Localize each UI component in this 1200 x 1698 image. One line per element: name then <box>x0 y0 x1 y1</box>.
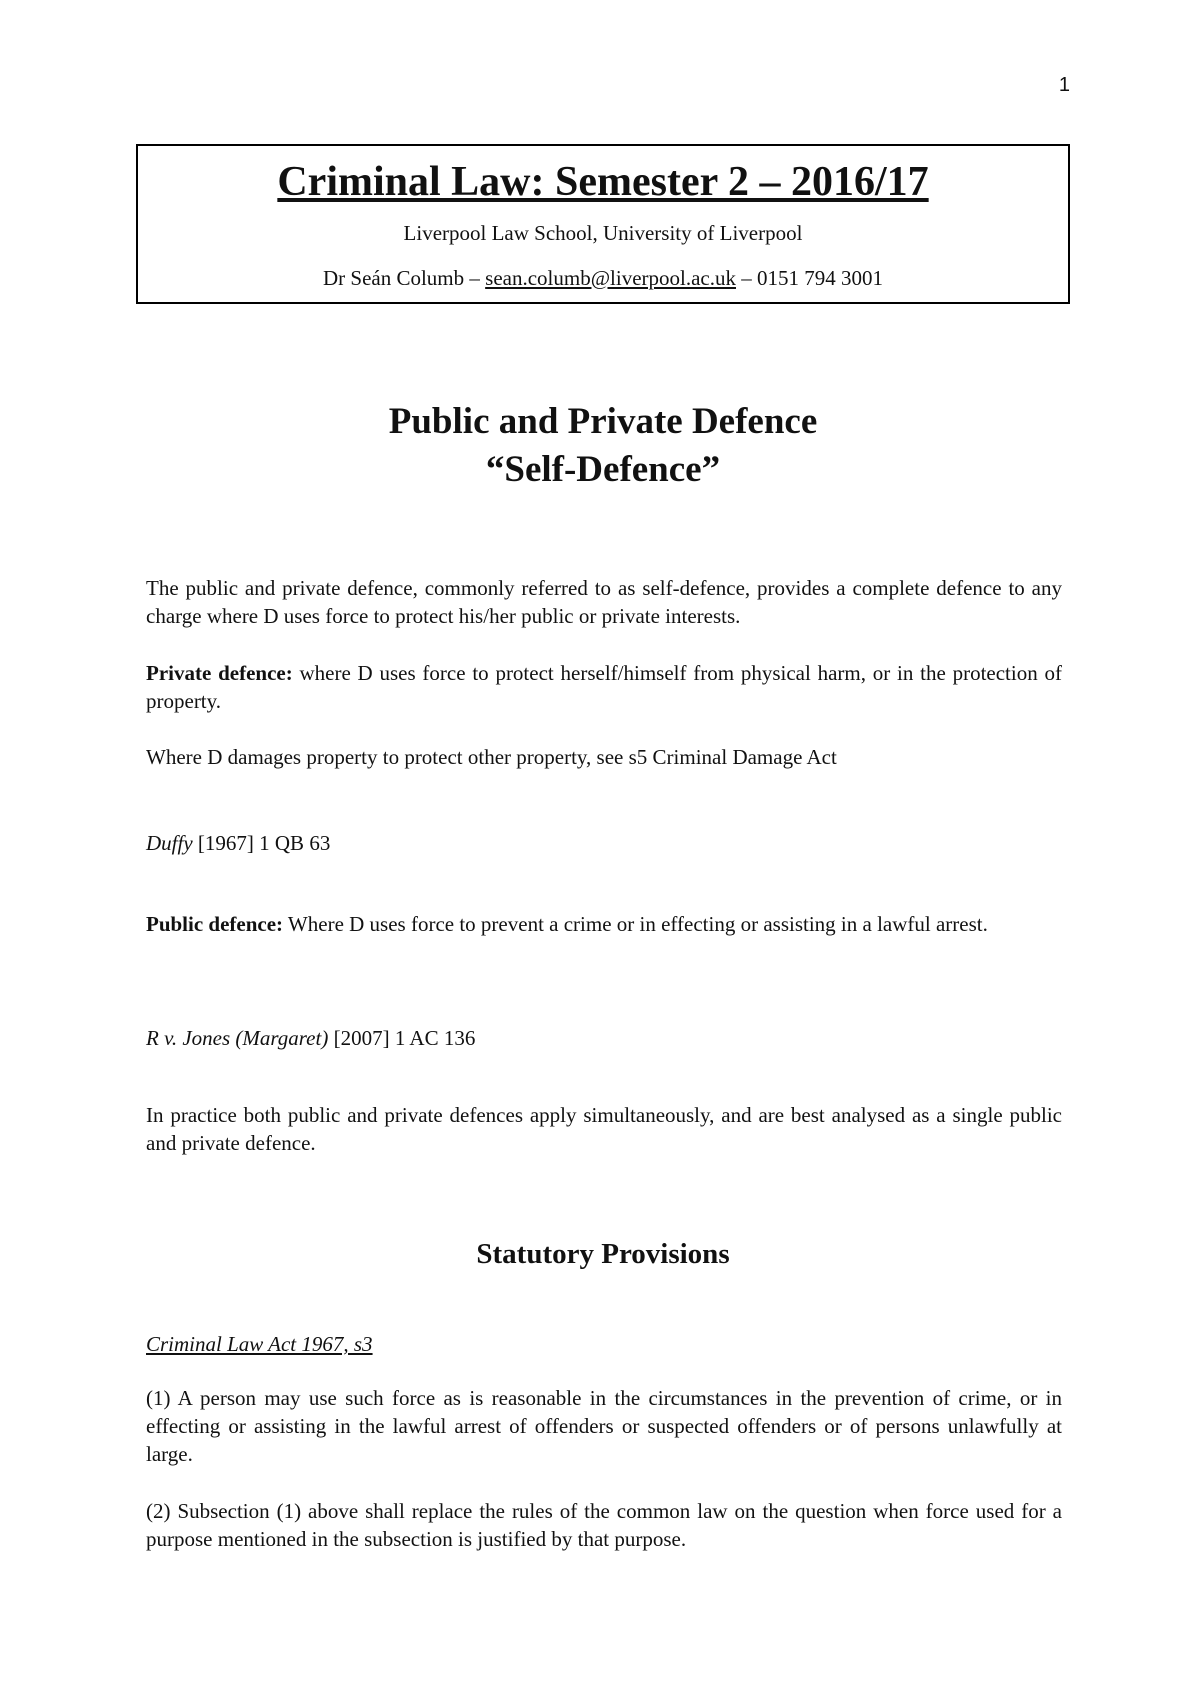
public-defence-label: Public defence: <box>146 912 284 936</box>
subsection-2: (2) Subsection (1) above shall replace the rules of the common law on the question when force used for a purpose mentioned in the subsection is justified by that purpose. <box>146 1499 1062 1551</box>
duffy-case-name: Duffy <box>146 831 193 855</box>
statutory-heading: Statutory Provisions <box>476 1238 730 1270</box>
page-number: 1 <box>1058 74 1070 96</box>
jones-citation: [2007] 1 AC 136 <box>328 1026 476 1050</box>
act-title: Criminal Law Act 1967, s3 <box>146 1332 373 1356</box>
criminal-damage-paragraph: Where D damages property to protect other property, see s5 Criminal Damage Act <box>146 745 837 769</box>
school-line: Liverpool Law School, University of Liverpool <box>403 220 803 245</box>
subsection-1: (1) A person may use such force as is reasonable in the circumstances in the prevention of crime, or in effecting or assisting in the lawful arrest of offenders or suspected offenders or of persons unlawfully at large. <box>146 1386 1062 1466</box>
practice-paragraph: In practice both public and private defences apply simultaneously, and are best analysed as a single public and private defence. <box>146 1103 1062 1155</box>
private-defence-paragraph <box>146 659 1062 715</box>
jones-case <box>146 1024 1062 1052</box>
title-line-1: Public and Private Defence <box>388 401 818 442</box>
course-title: Criminal Law: Semester 2 – 2016/17 <box>277 159 929 205</box>
public-defence-paragraph <box>146 910 1062 938</box>
intro-paragraph: The public and private defence, commonly referred to as self-defence, provides a complete defence to any charge where D uses force to protect his/her public or private interests. <box>146 576 1062 628</box>
private-defence-label: Private defence: <box>146 661 293 685</box>
lecturer-name: Dr Seán Columb – <box>322 265 486 290</box>
duffy-citation: [1967] 1 QB 63 <box>192 831 331 855</box>
course-header-box <box>136 144 1070 304</box>
phone-number: – 0151 794 3001 <box>736 265 883 290</box>
private-defence-text: where D uses force to protect herself/himself from physical harm, or in the protection of property. <box>146 661 1062 713</box>
title-line-2: “Self-Defence” <box>485 449 721 490</box>
duffy-case <box>146 829 1062 857</box>
email-link[interactable]: sean.columb@liverpool.ac.uk <box>485 265 736 290</box>
document-title <box>136 398 1070 494</box>
jones-case-name: R v. Jones (Margaret) <box>146 1026 329 1050</box>
contact-line <box>138 266 1068 291</box>
public-defence-text: Where D uses force to prevent a crime or in effecting or assisting in a lawful arrest. <box>283 912 988 936</box>
